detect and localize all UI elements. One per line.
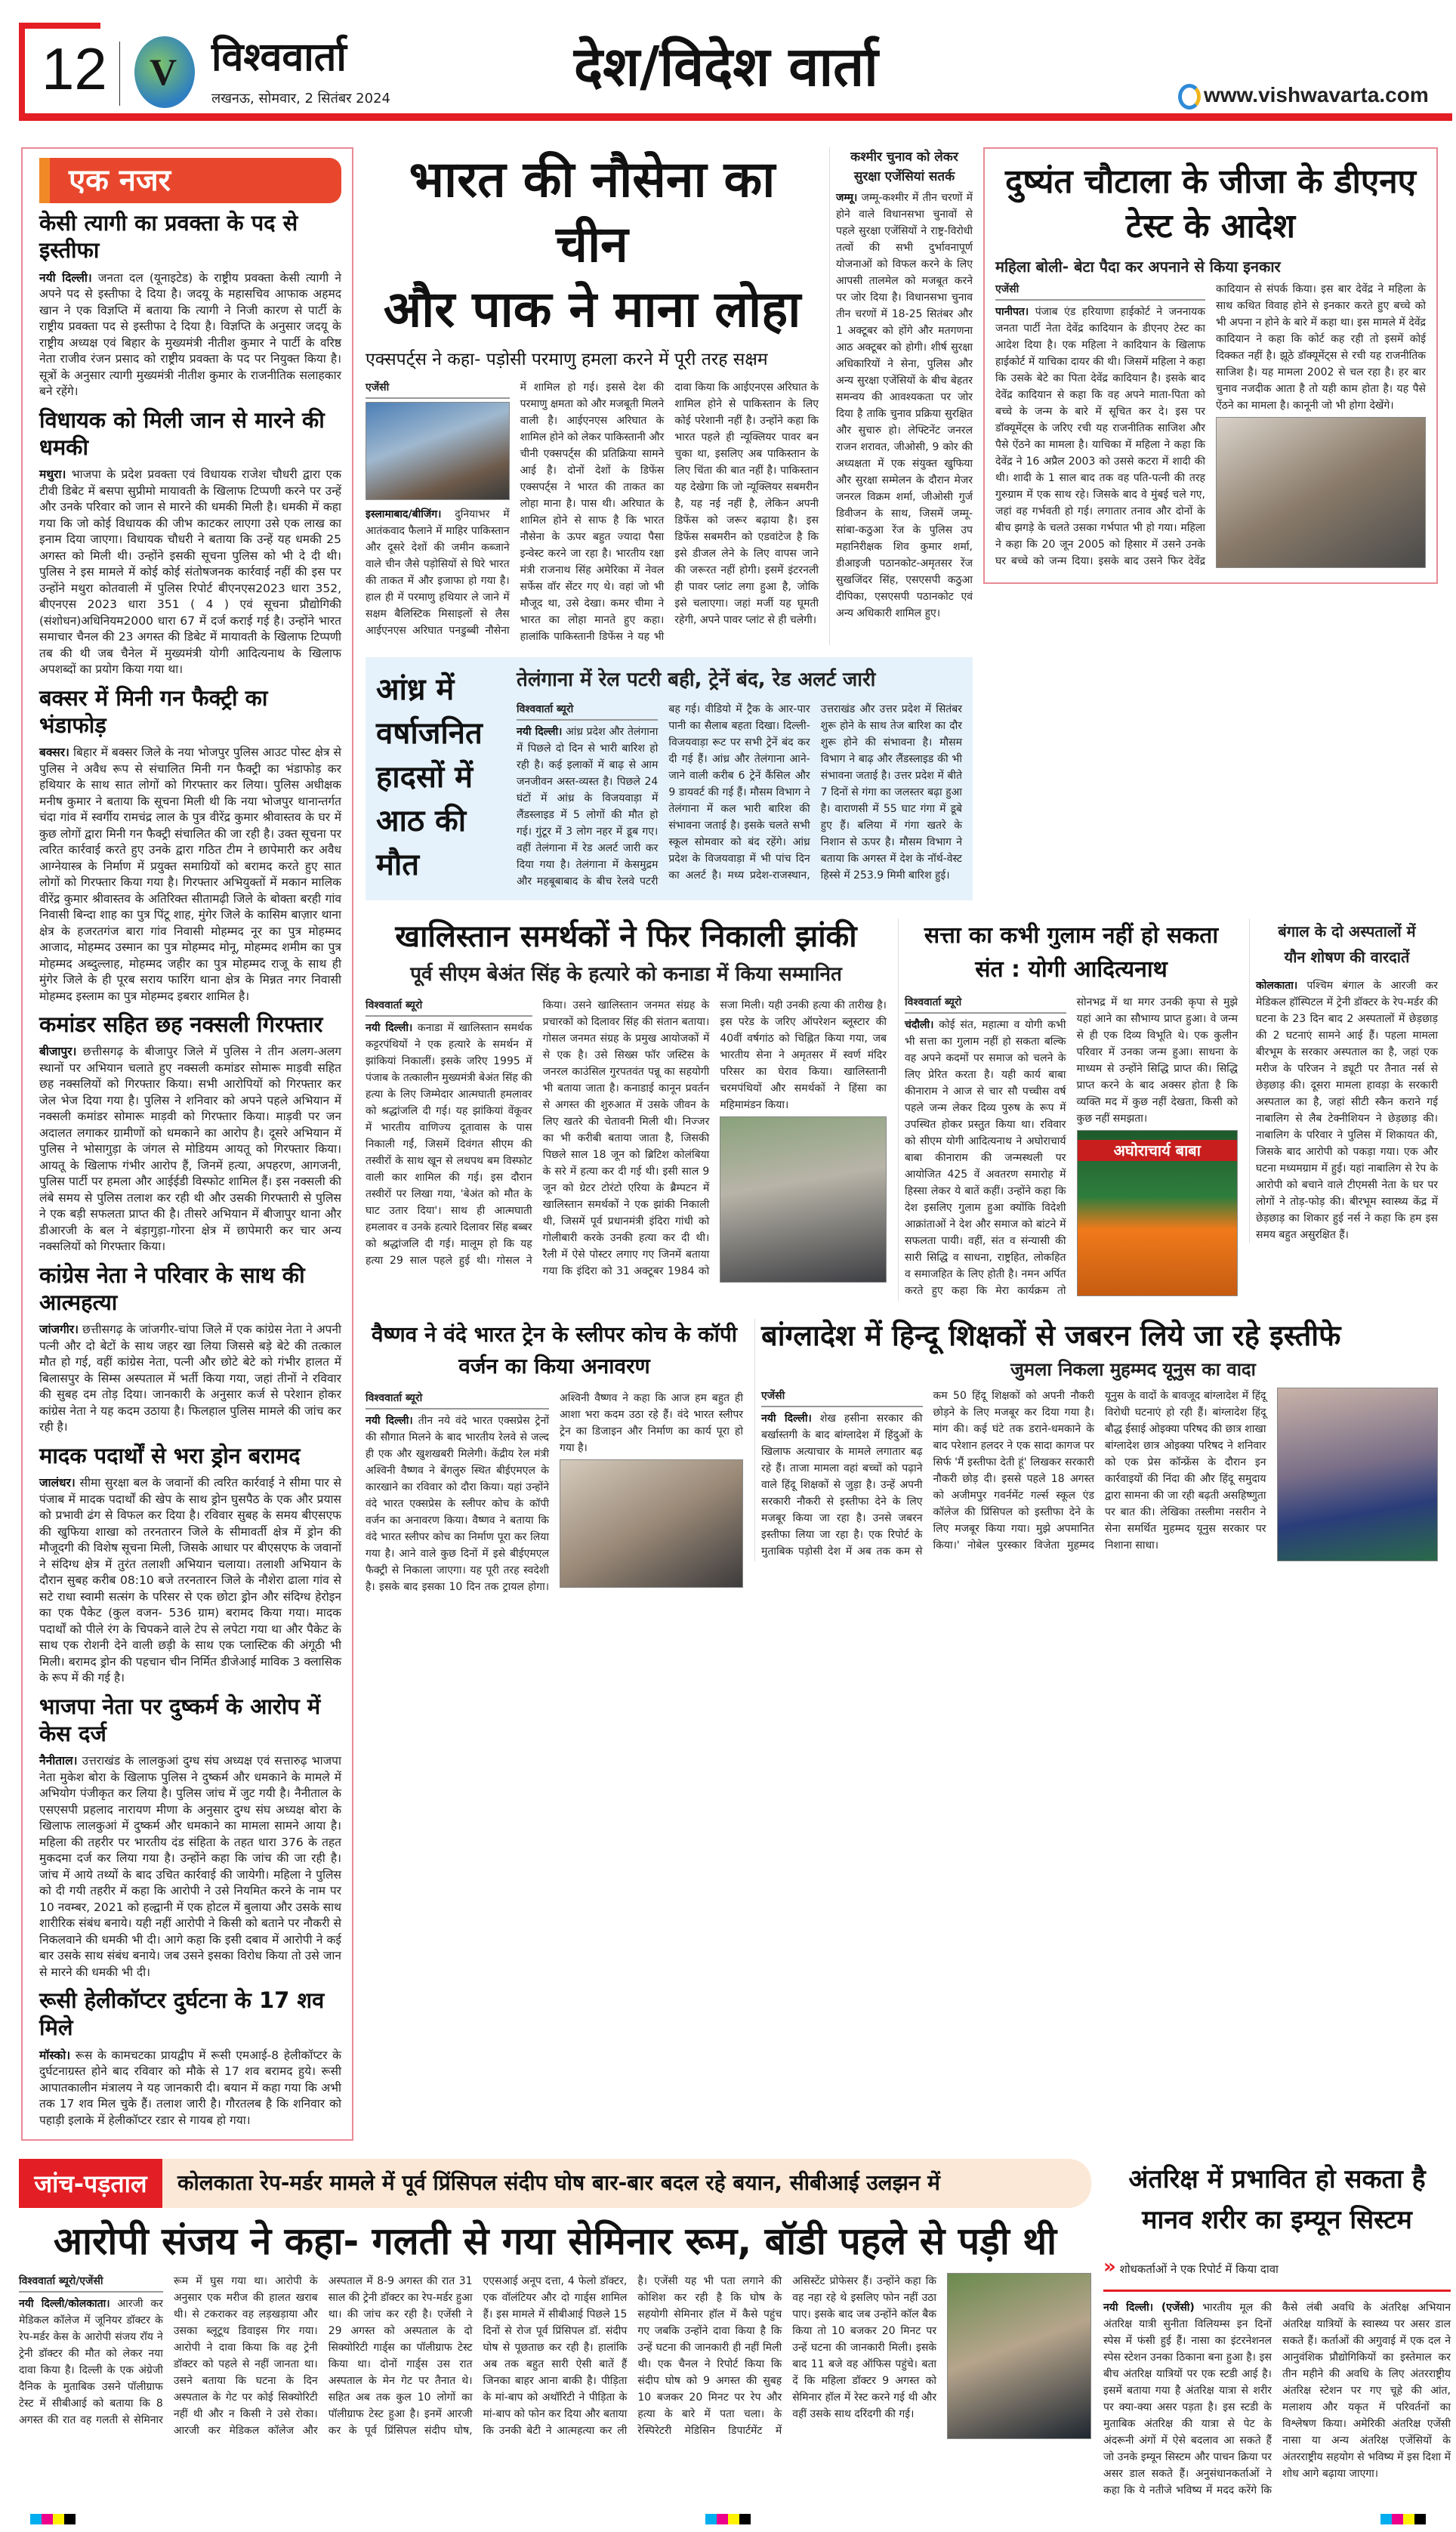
janch-padtal-tag: जांच-पड़ताल [19, 2159, 162, 2208]
main-area [0, 140, 1456, 2141]
middle-grid [366, 919, 1438, 1301]
top-grid [366, 147, 1438, 900]
brief-dateline: मथुरा। [39, 468, 66, 481]
space-text: भारतीय मूल की अंतरिक्ष यात्री सुनीता विलियम्स इन दिनों स्पेस में फंसी हुई हैं। नासा का इंटरनेशनल स्पेस स्टेशन उनका ठिकाना बना हुआ है। इस बीच अंतरिक्ष यात्रियों पर एक स्टडी आई है। इसमें बताया गया है अंतरिक्ष यात्रा से शरीर पर क्या-क्या असर पड़ता है। इस स्टडी के मुताबिक अंतरिक्ष की यात्रा से पेट के अंदरूनी अंगों में ऐसे बदलाव आ सकते हैं जो उनके इम्यून सिस्टम और पाचन क्रिया पर असर डाल सकते हैं। अनुसंधानकर्ताओं ने कहा कि ये नतीजे भविष्य में मदद करेंगे कि कैसे लंबी अवधि के अंतरिक्ष अभियान अंतरिक्ष यात्रियों के स्वास्थ्य पर असर डाल सकते हैं। कर्ताओं की अगुवाई में एक दल ने आनुवंशिक प्रौद्योगिकियों का इस्तेमाल कर तीन महीने की अवधि के लिए अंतरराष्ट्रीय अंतरिक्ष स्टेशन पर गए चूहे की आंत, मलाशय और यकृत में परिवर्तनों का विश्लेषण किया। अमेरिकी अंतरिक्ष एजेंसी नासा या अन्य अंतरिक्ष एजेंसियों के अंतरराष्ट्रीय सहयोग से भविष्य में इस दिशा में शोध आगे बढ़ाया जाएगा। [1103, 2302, 1451, 2497]
khalistan-headline: खालिस्तान समर्थकों ने फिर निकाली झांकी [395, 919, 857, 955]
yogi-byline: विश्ववार्ता ब्यूरो [905, 994, 1066, 1014]
kashmir-headline-line2: सुरक्षा एजेंसियां सतर्क [853, 169, 955, 184]
brief-dateline: नैनीताल। [39, 1754, 78, 1768]
janch-padtal-strap [19, 2159, 1091, 2208]
bengal-text: पश्चिम बंगाल के आरजी कर मेडिकल हॉस्पिटल में ट्रेनी डॉक्टर के रेप-मर्डर की घटना के 23 दिन बाद 2 अस्पतालों में छेड़छाड़ की 2 घटनाएं सामने आई हैं। पहला मामला बीरभूम के सरकार अस्पताल का है, जहां एक मरीज के परिजन ने ड्यूटी पर तैनात नर्स से छेड़छाड़ की। दूसरा मामला हावड़ा के सरकारी अस्पताल का है, जहां सीटी स्कैन कराने गई नाबालिग से लैब टेक्नीशियन ने छेड़छाड़ की। नाबालिग के परिवार ने पुलिस में शिकायत की, जिसके बाद आरोपी को पकड़ा गया। एक और घटना मध्यमग्राम में हुई। यहां नाबालिग से रेप के आरोपी को बचाने वाले टीएमसी नेता के घर पर लोगों ने तोड़-फोड़ की। बीरभूम स्वास्थ्य केंद्र में छेड़छाड़ का शिकार हुई नर्स ने कहा कि हम इस समय बहुत असुरक्षित हैं। [1256, 980, 1438, 1242]
andhra-dateline: नयी दिल्ली। [517, 726, 563, 739]
bangladesh-subheadline: जुमला निकला मुहम्मद यूनुस का वादा [1010, 1358, 1256, 1380]
bangladesh-text: शेख हसीना सरकार की बर्खास्तगी के बाद बांग्लादेश में हिंदुओं के खिलाफ अत्याचार के मामले लगातार बढ़ रहे हैं। ताजा मामला वहां बच्चों को पढ़ाने वाले हिंदू शिक्षकों से जुड़ा है। उन्हें अपनी सरकारी नौकरी से इस्तीफा देने के लिए मजबूर किया जा रहा है। उनसे जबरन इस्तीफा लिया जा रहा है। एक रिपोर्ट के मुताबिक पड़ोसी देश में अब तक कम से कम 50 हिंदू शिक्षकों को अपनी नौकरी छोड़ने के लिए मजबूर कर दिया गया है। मांग की। कई घंटे तक डराने-धमकाने के बाद परेशान हलदर ने एक सादा कागज पर सिर्फ 'मैं इस्तीफा देती हूं' लिखकर सरकारी नौकरी छोड़ दी। इससे पहले 18 अगस्त को अजीमपुर गवर्नमेंट गर्ल्स स्कूल एंड कॉलेज की प्रिंसिपल को इस्तीफा देने के लिए मजबूर किया गया। मुझे अपमानित किया।' नोबेल पुरस्कार विजेता मुहम्मद यूनुस के वादों के बावजूद बांग्लादेश में हिंदू विरोधी घटनाएं हो रही हैं। बांग्लादेश हिंदू बौद्ध ईसाई ओइक्या परिषद की छात्र शाखा बांग्लादेश छात्र ओइक्या परिषद ने शनिवार को एक प्रेस कॉन्फ्रेंस के दौरान इन कार्रवाइयों की निंदा की और हिंदू समुदाय द्वारा सामना की जा रही बढ़ती असहिष्णुता पर बात की। लेखिका तस्लीमा नसरीन ने सेना समर्थित मुहम्मद यूनुस सरकार पर निशाना साधा। [761, 1389, 1266, 1558]
brief-body [39, 1753, 341, 1981]
brief-text: सीमा सुरक्षा बल के जवानों की त्वरित कार्रवाई ने सीमा पार से पंजाब में मादक पदार्थों की खेप के साथ ड्रोन घुसपैठ के एक और प्रयास को प्रभावी ढंग से विफल कर दिया है। रविवार सुबह के समय बीएसएफ की खुफिया शाखा को तरनतारन जिले के सीमावर्ती क्षेत्र में ड्रोन की मौजूदगी की विशेष सूचना मिली, जिसके आधार पर बीएसएफ के जवानों ने संदिग्ध क्षेत्र में तुरंत तलाशी अभियान चलाया। तलाशी अभियान के दौरान सुबह करीब 08:10 बजे तरनतारन जिले के नौशेरा ढाला गांव से सटे राधा स्वामी सत्संग के परिसर से एक छोटा ड्रोन और संदिग्ध हेरोइन का एक पैकेट (कुल वजन- 536 ग्राम) बरामद किया गया। मादक पदार्थों को पीले रंग के चिपकने वाले टेप से लपेटा गया था और पैकेट के साथ एक रोशनी देने वाली छड़ी के साथ एक प्लास्टिक की अंगूठी भी मिली। बरामद ड्रोन की पहचान चीन निर्मित डीजेआई माविक 3 क्लासिक के रूप में की गई है। [39, 1476, 341, 1684]
dushyant-headline: दुष्यंत चौटाला के जीजा के डीएनए टेस्ट के आदेश [1004, 162, 1416, 246]
vaishnav-byline: विश्ववार्ता ब्यूरो [366, 1390, 549, 1410]
accused-photo [947, 2273, 1091, 2439]
space-headline: अंतरिक्ष में प्रभावित हो सकता है मानव शरीर का इम्यून सिस्टम [1128, 2164, 1426, 2236]
khalistan-byline: विश्ववार्ता ब्यूरो [366, 997, 532, 1017]
brief-dateline: बीजापुर। [39, 1045, 77, 1059]
lead-subheadline: एक्सपर्ट्स ने कहा- पड़ोसी परमाणु हमला करने में पूरी तरह सक्षम [366, 350, 768, 370]
brief-text: बिहार में बक्सर जिले के नया भोजपुर पुलिस आउट पोस्ट क्षेत्र से पुलिस ने अवैध रूप से संचालित मिनी गन फैक्ट्री का भंडाफोड़ कर हथियार के साथ सात लोगों को गिरफ्तार कर लिया। पुलिस अधीक्षक मनीष कुमार ने बताया कि सूचना मिली थी कि नया भोजपुर थानान्तर्गत चंदा गांव में स्वर्गीय रामचंद्र लाल के पुत्र वीरेंद्र कुमार श्रीवास्तव के घर में कुछ लोगों द्वारा मिनी गन फैक्ट्री संचालित की जा रही है। उक्त सूचना पर त्वरित कार्रवाई करते हुए उनके द्वारा गठित टीम ने छापेमारी कर अवैध आग्नेयास्त्र के निर्माण में प्रयुक्त समाग्रियों को बरामद करते हुए सात लोगों को गिरफ्तार किया गया है। गिरफ्तार अभियुक्तों में मकान मालिक वीरेंद्र कुमार श्रीवास्तव के अतिरिक्त सीतामढ़ी जिले के बोक्ता बरही गांव निवासी बिन्दा शाह का पुत्र पिंटू शाह, मुंगेर जिले के कासिम बाज़ार थाना क्षेत्र के हजरतगंज बारा गांव निवासी मोहम्मद नूर का पुत्र मोहम्मद आजाद, मोहम्मद उस्मान का पुत्र मोहम्मद मोनू, मोहम्मद शमीम का पुत्र मोहम्मद अब्दुल्लाह, मोहम्मद जहीर का पुत्र मोहम्मद राजू के साथ ही मुंगेर जिले के ही पूरब सराय फारिंग थाना क्षेत्र के मिन्नत नगर निवासी मोहम्मद इस्लाम का पुत्र मोहम्मद इबरार शामिल है। [39, 746, 341, 1003]
sanjay-byline: विश्ववार्ता ब्यूरो/एजेंसी [19, 2273, 163, 2293]
kashmir-article [829, 147, 973, 645]
divider [119, 42, 120, 106]
browser-icon [1178, 84, 1201, 110]
registration-marks-left [30, 2514, 76, 2524]
masthead [0, 0, 1456, 140]
khalistan-subheadline: पूर्व सीएम बेअंत सिंह के हत्यारे को कनाडा में किया सम्मानित [410, 963, 842, 987]
lead-dateline: इस्लामाबाद/बीजिंग। [366, 508, 442, 521]
dushyant-protest-photo [1216, 417, 1426, 568]
space-callout-text: शोधकर्ताओं ने एक रिपोर्ट में किया दावा [1119, 2262, 1279, 2276]
brief-dateline: नयी दिल्ली। [39, 270, 92, 285]
brief-headline: बक्सर में मिनी गन फैक्ट्री का भंडाफोड़ [39, 684, 268, 738]
janch-padtal-strapline: कोलकाता रेप-मर्डर मामले में पूर्व प्रिंसिपल संदीप घोष बार-बार बदल रहे बयान, सीबीआई उलझन में [177, 2170, 940, 2196]
brand-name: विश्ववार्ता [211, 35, 347, 80]
kashmir-headline [836, 147, 973, 187]
sanjay-body [19, 2273, 1091, 2439]
section-title: देश/विदेश वार्ता [574, 35, 878, 98]
brief-body [39, 1322, 341, 1436]
sanjay-headline: आरोपी संजय ने कहा- गलती से गया सेमिनार रूम, बॉडी पहले से पड़ी थी [53, 2219, 1057, 2263]
brief-body [39, 467, 341, 678]
andhra-side-headline: आंध्र में वर्षाजनित हादसों में आठ की मौत [376, 672, 483, 883]
website-link[interactable] [1178, 83, 1429, 110]
vaishnav-body [366, 1390, 743, 1595]
dateline: लखनऊ, सोमवार, 2 सितंबर 2024 [211, 91, 390, 107]
khalistan-article [366, 919, 887, 1283]
brief-headline: रूसी हेलीकॉप्टर दुर्घटना के 17 शव मिले [39, 1987, 325, 2041]
ek-nazar-label: एक नजर [39, 158, 341, 203]
bangladesh-article [754, 1319, 1438, 1561]
brief-text: छत्तीसगढ़ के जांजगीर-चांपा जिले में एक कांग्रेस नेता ने अपनी पत्नी और दो बेटों के साथ जहर खा लिया जिससे बड़े बेटे की तत्काल मौत हो गई, वहीं कांग्रेस नेता, पत्नी और छोटे बेटे को गंभीर हालत में बिलासपुर के सिम्स अस्पताल में भर्ती किया गया, जहां तीनों ने रविवार की सुबह दम तोड़ दिया। जानकारी के अनुसार कर्ज से परेशान होकर कांग्रेस नेता ने यह कदम उठाया है। फिलहाल पुलिस मामले की जांच कर रही है। [39, 1323, 341, 1434]
vaishnav-article [366, 1319, 743, 1595]
lead-headline-line2: और पाक ने माना लोहा [383, 279, 801, 338]
vaishnav-photo [560, 1459, 743, 1588]
brief-body [39, 1044, 341, 1255]
brief-headline: केसी त्यागी का प्रवक्ता के पद से इस्तीफा [39, 210, 298, 264]
brief-text: भाजपा के प्रदेश प्रवक्ता एवं विधायक राजेश चौधरी द्वारा एक टीवी डिबेट में बसपा सुप्रीमो मायावती के खिलाफ टिप्पणी करने पर उन्हें और उनके परिवार को जान से मारने की धमकी मिली है। धमकी में कहा गया कि जो कोई विधायक की जीभ काटकर लाएगा उसे एक लाख का इनाम दिया जाएगा। विधायक चौधरी ने बताया कि उन्हें यह धमकी 25 अगस्त को मिली थी। उन्होंने इसकी सूचना पुलिस को भी दे दी थी। पुलिस ने इस मामले में कोई कोई संतोषजनक कार्रवाई नहीं की इस पर उन्होंने मथुरा कोतवाली में पुलिस रिपोर्ट बीएनएस2023 धारा 352, बीएनएस 2023 धारा 351 ( 4 ) एवं सूचना प्रौद्योगिकी (संशोधन)अधिनियम2000 धारा 67 में दर्ज कराई गई है। उन्होंने भारत समाचार चैनल की 23 अगस्त की डिबेट में मायावती के खिलाफ टिप्पणी तब की थी जब चैनेल में मुख्यमंत्री योगी आदित्यनाथ के खिलाफ अपशब्दों का प्रयोग किया गया था। [39, 468, 341, 676]
andhra-body [517, 701, 962, 890]
brief-text: छत्तीसगढ़ के बीजापुर जिले में पुलिस ने तीन अलग-अलग स्थानों पर अभियान चलाते हुए नक्सली कमांडर सोमारू माड़वी सहित छह नक्सलियों को गिरफ्तार किया। सभी आरोपियों को गिरफ्तार कर जेल भेज दिया गया है। पुलिस ने शनिवार को अपने पहले अभियान में नक्सली कमांडर सोमारू माड़वी को गिरफ्तार किया। माड़वी पर जन अदालत लगाकर ग्रामीणों को धमकाने का आरोप है। दूसरे अभियान में पुलिस ने भोसागुड़ा के जंगल से मोडियम आयतू को गिरफ्तार किया। आयतू के खिलाफ गंभीर आरोप हैं, जिनमें हत्या, अपहरण, आगजनी, पुलिस पार्टी पर हमला और आईईडी विस्फोट शामिल हैं। इस नक्सली की लंबे समय से पुलिस तलाश कर रही थी और उसकी गिरफ्तारी से पुलिस ने एक बड़ी सफलता प्राप्त की है। तीसरे अभियान में बीजापुर थाना और डीआरजी के बल ने बंड़ागुड़ा-गोरना क्षेत्र में छापेमारी कर चार अन्य नक्सलियों को गिरफ्तार किया। [39, 1045, 341, 1254]
lead-text: दुनियाभर में आतंकवाद फैलाने में माहिर पाकिस्तान और दूसरे देशों की जमीन कब्जाने वाले चीन जैसे पड़ोसियों से घिरे भारत की ताकत में और इजाफा हो गया है। हाल ही में परमाणु हथियार ले जाने में सक्षम बैलिस्टिक मिसाइलों से लैस आईएनएस अरिघात पनडुब्बी नौसेना में शामिल हो गई। इससे देश की परमाणु क्षमता को और मजबूती मिलने वाली है। आईएनएस अरिघात के शामिल होने को लेकर पाकिस्तानी और चीनी एक्सपर्ट्स की प्रतिक्रिया सामने आई है। दोनों देशों के डिफेंस एक्सपर्ट्स ने भारत की ताकत का लोहा माना है। पास थी। अरिघात के शामिल होने से साफ है कि भारत नौसेना के ऊपर बहुत ज्यादा पैसा इन्वेस्ट करने जा रहा है। भारतीय रक्षा मंत्री राजनाथ सिंह अमेरिका में नेवल सर्फेस वॉर सेंटर गए थे। वहां जो भी मौजूद था, उसे देखा। कमर चीमा ने भारत का लोहा मानते हुए कहा। हालांकि पाकिस्तानी डिफेंस ने यह भी दावा किया कि आईएनएस अरिघात के शामिल होने से पाकिस्तान के लिए कोई परेशानी नहीं है। उन्होंने कहा कि भारत पहले ही न्यूक्लियर पावर बन चुका था, इसलिए अब पाकिस्तान के लिए चिंता की बात नहीं है। पाकिस्तान यह देखेगा कि जो न्यूक्लियर सबमरीन है, यह नई नहीं है, लेकिन अपनी डिफेंस को जरूर बढ़ाया है। इस डिफेंस सबमरीन को एडवांटेज है कि इसे डीजल लेने के लिए वापस जाने की जरूरत नहीं होगी। इसमें इंटरनली ही पावर प्लांट लगा हुआ है, जोकि इसे चलाएगा। जहां मर्जी यह घूमती रहेगी, अपने पावर प्लांट से ही चलेगी। [366, 381, 819, 644]
space-body [1103, 2299, 1451, 2499]
lead-photo-rajnath-singh [366, 402, 510, 500]
right-area [366, 147, 1438, 1595]
registration-marks [0, 2499, 1456, 2532]
page-number: 12 [42, 36, 107, 102]
space-callout [1103, 2247, 1451, 2292]
vaishnav-text: तीन नये वंदे भारत एक्सप्रेस ट्रेनों की सौगात मिलने के बाद भारतीय रेलवे से जल्द ही एक और खुशखबरी मिलेगी। केंद्रीय रेल मंत्री अश्विनी वैष्णव ने बेंगलुरु स्थित बीईएमएल के कारखाने का रविवार को दौरा किया। यहां उन्होंने वंदे भारत एक्सप्रेस के स्लीपर कोच के कॉपी वर्जन का अनावरण किया। वैष्णव ने बताया कि वंदे भारत स्लीपर कोच का निर्माण पूरा कर लिया गया है। आने वाले कुछ दिनों में इसे बीईएमएल फैक्ट्री से निकाला जाएगा। यह पूरी तरह स्वदेशी है। इसके बाद इसका 10 दिन तक ट्रायल होगा। अश्विनी वैष्णव ने कहा कि आज हम बहुत ही आशा भरा कदम उठा रहे हैं। वंदे भारत स्लीपर ट्रेन का डिजाइन और निर्माण का कार्य पूरा हो गया है। [366, 1392, 743, 1594]
ek-nazar-list [39, 209, 341, 2129]
lead-headline-line1: भारत की नौसेना का चीन [409, 150, 776, 273]
brief-headline: मादक पदार्थों से भरा ड्रोन बरामद [39, 1442, 301, 1468]
yogi-headline-line1: सत्ता का कभी गुलाम नहीं हो सकता [924, 922, 1219, 950]
brief-dateline: जांजगीर। [39, 1323, 79, 1337]
space-dateline: नयी दिल्ली। (एजेंसी) [1103, 2302, 1195, 2314]
space-article [1103, 2159, 1451, 2499]
yogi-headline-line2: संत : योगी आदित्यनाथ [975, 956, 1168, 983]
website-url: www.vishwavarta.com [1204, 83, 1429, 107]
yogi-photo [1077, 1130, 1239, 1296]
dushyant-byline: एजेंसी [995, 281, 1205, 301]
ek-nazar-box [21, 147, 353, 2141]
andhra-byline: विश्ववार्ता ब्यूरो [517, 701, 658, 721]
brief-headline: कांग्रेस नेता ने परिवार के साथ की आत्महत्या [39, 1261, 305, 1315]
brief-headline: भाजपा नेता पर दुष्कर्म के आरोप में केस दर्ज [39, 1693, 321, 1746]
bangladesh-body [761, 1388, 1438, 1561]
bangladesh-headline: बांग्लादेश में हिन्दू शिक्षकों से जबरन लिये जा रहे इस्तीफे [761, 1319, 1341, 1353]
dushyant-article [983, 147, 1438, 584]
sanjay-dateline: नयी दिल्ली/कोलकाता। [19, 2298, 110, 2310]
bengal-headline [1256, 919, 1438, 970]
lower-grid [366, 1319, 1438, 1595]
kashmir-text: जम्मू-कश्मीर में तीन चरणों में होने वाले विधानसभा चुनावों से पहले सुरक्षा एजेंसियों ने राष्ट्र-विरोधी तत्वों की सभी दुर्भावनापूर्ण योजनाओं को विफल करने के लिए आपसी तालमेल को मजबूत करने पर जोर दिया है। विधानसभा चुनाव तीन चरणों में 18-25 सितंबर और 1 अक्टूबर को होंगे और मतगणना आठ अक्टूबर को होगी। शीर्ष सुरक्षा अधिकारियों ने सेना, पुलिस और अन्य सुरक्षा एजेंसियों के बीच बेहतर समन्वय की आवश्यकता पर जोर दिया है ताकि चुनाव प्रक्रिया सुरक्षित और सुचारु हो। लेफ्टिनेंट जनरल राजन शरावत, जीओसी, 9 कोर की अध्यक्षता में एक संयुक्त खुफिया और सुरक्षा सम्मेलन के दौरान मेजर जनरल विक्रम शर्मा, जीओसी गुर्ज डिवीजन के साथ, जिसमें जम्मू-सांबा-कठुआ रेंज के पुलिस उप महानिरीक्षक शिव कुमार शर्मा, डीआइजी पठानकोट-अमृतसर रेंज सुखजिंदर सिंह, एसएसपी कठुआ दीपिका, एसएसपी पठानकोट एवं अन्य अधिकारी शामिल हुए। [836, 192, 973, 619]
bengal-dateline: कोलकाता। [1256, 980, 1298, 993]
brief-body [39, 745, 341, 1005]
khalistan-dateline: नयी दिल्ली। [366, 1021, 413, 1034]
khalistan-float-photo [720, 1116, 887, 1283]
khalistan-text: कनाडा में खालिस्तान समर्थक कट्टरपंथियों ने एक हत्यारे के समर्थन में झांकियां निकालीं। इसके जरिए 1995 में पंजाब के तत्कालीन मुख्यमंत्री बेअंत सिंह की हत्या के लिए जिम्मेदार आत्मघाती हमलावर को श्रद्धांजलि दी गई। यह झांकियां वेंकूवर में भारतीय वाणिज्य दूतावास के पास निकाली गईं, जिसमें दिवंगत सीएम की तस्वीरों के साथ खून से लथपथ बम विस्फोट वाली कार शामिल की गई। इस दौरान तस्वीरों पर लिखा गया, 'बेअंत को मौत के घाट उतार दिया'। साथ ही आत्मघाती हमलावर व उनके हत्यारे दिलावर सिंह बब्बर को श्रद्धांजलि दी गई। मालूम हो कि यह हत्या 29 साल पहले हुई थी। गोसल ने किया। उसने खालिस्तान जनमत संग्रह के प्रचारकों को दिलावर सिंह की संतान बताया। गोसल जनमत संग्रह के प्रमुख आयोजकों में से एक है। उसे सिख्स फॉर जस्टिस के जनरल काउंसिल गुरपतवंत पन्नू का सहयोगी भी बताया जाता है। कनाडाई कानून प्रवर्तन से अगस्त की शुरुआत में उसके जीवन के लिए खतरे की चेतावनी मिली थी। निज्जर का भी करीबी बताया जाता है, जिसकी पिछले साल 18 जून को ब्रिटिश कोलंबिया के सरे में हत्या कर दी गई थी। इसी साल 9 जून को ग्रेटर टोरंटो एरिया के ब्रैम्पटन में खालिस्तान समर्थकों ने एक झांकी निकाली थी, जिसमें पूर्व प्रधानमंत्री इंदिरा गांधी को गोलीबारी करके उनकी हत्या कर दी थी। रैली में ऐसे पोस्टर लगाए गए जिनमें बताया गया कि इंदिरा को 31 अक्टूबर 1984 को सजा मिली। यही उनकी हत्या की तारीख है। इस परेड के जरिए ऑपरेशन ब्लूस्टार की 40वीं वर्षगांठ को चिह्नित किया गया, जब भारतीय सेना ने अमृतसर में स्वर्ण मंदिर परिसर का घेराव किया। खालिस्तानी चरमपंथियों और समर्थकों ने हिंसा का महिमामंडन किया। [366, 999, 887, 1277]
bangladesh-teacher-photo [1277, 1388, 1439, 1561]
registration-marks-right [1380, 2514, 1426, 2524]
sanjay-text: आरजी कर मेडिकल कॉलेज में जूनियर डॉक्टर के रेप-मर्डर केस के आरोपी संजय रॉय ने ट्रेनी डॉक्टर की मौत को लेकर नया दावा किया है। दिल्ली के एक अंग्रेजी दैनिक के मुताबिक उसने पॉलीग्राफ टेस्ट में सीबीआई को बताया कि 8 अगस्त की रात वह गलती से सेमिनार रूम में घुस गया था। आरोपी के अनुसार एक मरीज की हालत खराब थी। से टकराकर वह लड़खड़ाया और उसका ब्लूटूथ डिवाइस गिर गया। आरोपी ने दावा किया कि वह ट्रेनी डॉक्टर को पहले से नहीं जानता था। उसने बताया कि घटना के दिन अस्पताल के गेट पर कोई सिक्योरिटी नहीं थी और न किसी ने उसे रोका। आरजी कर मेडिकल कॉलेज और अस्पताल में 8-9 अगस्त की रात 31 साल की ट्रेनी डॉक्टर का रेप-मर्डर हुआ था। की जांच कर रही है। एजेंसी ने 29 अगस्त को अस्पताल के दो सिक्योरिटी गार्ड्स का पॉलीग्राफ टेस्ट किया था। दोनों गार्ड्स उस रात अस्पताल के मेन गेट पर तैनात थे। सहित अब तक कुल 10 लोगों का पॉलीग्राफ टेस्ट हुआ है। इनमें आरजी कर के पूर्व प्रिंसिपल संदीप घोष, एएसआई अनूप दत्ता, 4 फेलो डॉक्टर, एक वॉलंटियर और दो गार्ड्स शामिल हैं। इस मामले में सीबीआई पिछले 15 दिनों से रोज पूर्व प्रिंसिपल डॉ. संदीप घोष से पूछताछ कर रही है। हालांकि अब तक बहुत सारी ऐसी बातें हैं जिनका बाहर आना बाकी है। पीड़िता के मां-बाप को अथॉरिटी ने पीड़िता के मां-बाप को फोन कर दिया और बताया कि उनकी बेटी ने आत्महत्या कर ली है। एजेंसी यह भी पता लगाने की कोशिश कर रही है कि घोष के सहयोगी सेमिनार हॉल में कैसे पहुंच गए जबकि उन्होंने दावा किया है कि उन्हें घटना की जानकारी ही नहीं मिली थी। एक चैनल ने रिपोर्ट किया कि संदीप घोष को 9 अगस्त की सुबह 10 बजकर 20 मिनट पर रेप और हत्या के बारे में पता चला। के रेस्पिरेटरी मेडिसिन डिपार्टमेंट में असिस्टेंट प्रोफेसर हैं। उन्होंने कहा कि वह नहा रहे थे इसलिए फोन नहीं उठा पाए। इसके बाद जब उन्होंने कॉल बैक किया तो 10 बजकर 20 मिनट पर उन्हें घटना की जानकारी मिली। इसके बाद 11 बजे वह ऑफिस पहुंचे। बता दें कि महिला डॉक्टर 9 अगस्त को सेमिनार हॉल में रेस्ट करने गई थी और वहीं उसके साथ दरिंदगी की गई। [19, 2275, 937, 2437]
kashmir-dateline: जम्मू। [836, 192, 858, 204]
bottom-area [0, 2141, 1456, 2499]
lead-byline: एजेंसी [366, 379, 510, 399]
bangladesh-dateline: नयी दिल्ली। [761, 1412, 812, 1425]
dushyant-dateline: पानीपत। [995, 305, 1029, 318]
brief-text: जनता दल (यूनाइटेड) के राष्ट्रीय प्रवक्ता केसी त्यागी ने अपने पद से इस्तीफा दे दिया है। जदयू के महासचिव आफाक अहमद खान ने एक विज्ञप्ति में बताया कि त्यागी ने निजी कारण से पार्टी के राष्ट्रीय प्रवक्ता पद से इस्तीफा दे दिया है। विज्ञप्ति के अनुसार जदयू के राष्ट्रीय अध्यक्ष एवं बिहार के मुख्यमंत्री नीतीश कुमार ने पार्टी के वरिष्ठ नेता राजीव रंजन प्रसाद को राष्ट्रीय प्रवक्ता के पद पर नियुक्त किया है। सूत्रों के अनुसार त्यागी मुख्यमंत्री नीतीश कुमार के राजनीतिक सलाहकार बने रहेंगे। [39, 270, 341, 398]
sanjay-article [19, 2159, 1091, 2439]
dushyant-subheadline: महिला बोली- बेटा पैदा कर अपनाने से किया इनकार [995, 257, 1281, 276]
khalistan-body [366, 997, 887, 1283]
vaishnav-headline: वैष्णव ने वंदे भारत ट्रेन के स्लीपर कोच के कॉपी वर्जन का किया अनावरण [371, 1322, 738, 1379]
yogi-article [898, 919, 1238, 1301]
brief-body [39, 2048, 341, 2129]
brief-body [39, 1475, 341, 1687]
brief-body [39, 270, 341, 400]
quote-mark-icon: » [1103, 2255, 1116, 2278]
lead-headline [366, 147, 819, 341]
kashmir-headline-line1: कश्मीर चुनाव को लेकर [850, 150, 958, 165]
brief-dateline: मॉस्को। [39, 2048, 71, 2062]
brief-headline: कमांडर सहित छह नक्सली गिरफ्तार [39, 1011, 323, 1037]
andhra-article [366, 657, 973, 900]
vaishnav-dateline: नयी दिल्ली। [366, 1415, 413, 1428]
brief-text: उत्तराखंड के लालकुआं दुग्ध संघ अध्यक्ष एवं सत्तारुढ़ भाजपा नेता मुकेश बोरा के खिलाफ पुलिस ने दुष्कर्म और धमकाने के मामले में अभियोग पंजीकृत कर लिया है। पुलिस जांच में जुट गयी है। नैनीताल के एसएसपी प्रहलाद नारायण मीणा के अनुसार दुग्ध संघ अध्यक्ष बोरा के खिलाफ लालकुआं में दुष्कर्म और धमकाने का मामला सामने आया है। महिला की तहरीर पर भारतीय दंड संहिता के तहत धारा 376 के तहत मुकदमा दर्ज कर लिया गया है। उन्होंने कहा कि जांच की जा रही है। जांच में आये तथ्यों के बाद उचित कार्रवाई की जायेगी। महिला ने पुलिस को दी गयी तहरीर में कहा कि आरोपी ने उसे नियमित करने के नाम पर 10 नवम्बर, 2021 को हल्द्वानी में एक होटल में बुलाया और उसके साथ शारीरिक संबंध बनाये। यही नहीं आरोपी ने किसी को बताने पर नौकरी से निकलवाने की धमकी भी दी। आगे कहा कि इसी दबाव में आरोपी ने कई बार उसके साथ संबंध बनाये। जब उसने इसका विरोध किया तो उसे जान से मारने की धमकी भी दी। [39, 1754, 341, 1979]
dushyant-text: पंजाब एंड हरियाणा हाईकोर्ट ने जननायक जनता पार्टी नेता देवेंद्र कादियान के डीएनए टेस्ट का आदेश दिया है। एक महिला ने कादियान के खिलाफ हाईकोर्ट में याचिका दायर की थी। जिसमें महिला ने कहा कि उसके बेटे का पिता देवेंद्र कादियान है। इसके बाद देवेंद्र कादियान से कहा कि वह अपने माता-पिता को बच्चे के जन्म के बारे में सूचित कर दे। इस पर डॉक्यूमेंट्स के जरिए रची यह राजनीतिक साजिश और पैसे ऐंठने का मामला है। याचिका में महिला ने कहा कि देवेंद्र ने 16 अप्रैल 2003 को उससे कटरा में शादी की थी। शादी के 1 साल बाद तक वह पति-पत्नी की तरह गुरुग्राम में एक साथ रहे। जिसके बाद वे मुंबई चले गए, जहां वह गर्भवती हो गई। लगातार तनाव और दोनों के बीच झगड़े के चलते उसका गर्भपात भी हो गया। महिला ने कहा कि 20 जून 2005 को हिसार में उसने उनके घर बच्चे को जन्म दिया। इसके बाद उसने फिर देवेंद्र कादियान से संपर्क किया। इस बार देवेंद्र ने महिला के साथ कथित विवाह होने से इनकार करते हुए बच्चे को भी अपना न होने के बारे में कहा था। इस मामले में देवेंद्र कादियान ने कहा कि कोर्ट कह रही तो इसमें कोई दिक्कत नहीं है। झूठे डॉक्यूमेंट्स से रची यह राजनीतिक साजिश है। यह मामला 2002 से चल रहा है। हर बार चुनाव नजदीक आता है तो यही काम होता है। यह पैसे ऐंठने का मामला है। कानूनी जो भी होगा देखेंगे। [995, 283, 1426, 567]
andhra-text: आंध्र प्रदेश और तेलंगाना में पिछले दो दिन से भारी बारिश हो रही है। कई इलाकों में बाढ़ से आम जनजीवन अस्त-व्यस्त है। पिछले 24 घंटों में आंध्र के विजयवाड़ा में लैंडस्लाइड में 5 लोगों की मौत हो गई। गुंटूर में 3 लोग नहर में डूब गए। वहीं तेलंगाना में रेड अलर्ट जारी कर दिया गया है। तेलंगाना में केसमुद्रम और महबूबाबाद के बीच रेलवे पटरी बह गई। वीडियो में ट्रैक के आर-पार पानी का सैलाब बहता दिखा। दिल्ली-विजयवाड़ा रूट पर सभी ट्रेनें बंद कर दी गई हैं। आंध्र और तेलंगाना आने-जाने वाली करीब 6 ट्रेनें कैंसिल और 9 डायवर्ट की गई हैं। मौसम विभाग ने तेलंगाना में कल भारी बारिश की संभावना जताई है। इसके चलते सभी स्कूल सोमवार को बंद रहेंगे। आंध्र प्रदेश के विजयवाड़ा में भी पांच दिन का अलर्ट है। मध्य प्रदेश-राजस्थान, उत्तराखंड और उत्तर प्रदेश में सितंबर शुरू होने के साथ तेज बारिश का दौर शुरू होने की संभावना है। मौसम विभाग ने बाढ़ और लैंडस्लाइड की भी संभावना जताई है। उत्तर प्रदेश में बीते 7 दिनों से गंगा का जलस्तर बढ़ा हुआ है। वाराणसी में 55 घाट गंगा में डूबे हुए हैं। बलिया में गंगा खतरे के निशान से ऊपर है। मौसम विभाग ने बताया कि अगस्त में देश के नॉर्थ-वेस्ट हिस्से में 253.9 मिमी बारिश हुई। [517, 703, 962, 888]
brief-text: रूस के कामचटका प्रायद्वीप में रूसी एमआई-8 हेलीकॉप्टर के दुर्घटनाग्रस्त होने बाद रविवार को मौके से 17 शव बरामद हुये। रूसी आपातकालीन मंत्रालय ने यह जानकारी दी। बयान में कहा गया कि अभी तक 17 शव मिल चुके हैं। तलाश जारी है। गौरतलब है कि शनिवार को पहाड़ी इलाके में हेलीकॉप्टर रडार से गायब हो गया। [39, 2048, 341, 2127]
dushyant-body [995, 281, 1426, 572]
vishwavarta-logo: V [134, 36, 195, 108]
yogi-text: कोई संत, महात्मा व योगी कभी भी सत्ता का गुलाम नहीं हो सकता बल्कि वह अपने कदमों पर समाज को चलने के लिए प्रेरित करता है। यही कार्य बाबा कीनाराम ने आज से चार सौ पच्चीस वर्ष पहले जन्म लेकर दिव्य पुरुष के रूप में उपस्थित होकर प्रस्तुत किया था। रविवार को सीएम योगी आदित्यनाथ ने अघोराचार्य बाबा कीनाराम की जन्मस्थली पर आयोजित 425 वें अवतरण समारोह में हिस्सा लेकर ये बातें कहीं। उन्होंने कहा कि देश इसलिए गुलाम हुआ क्योंकि विदेशी आक्रांताओं ने देश और समाज को बांटने में सफलता पायी। वहीं, संत व संन्यासी की सारी सिद्धि व साधना, राष्ट्रहित, लोकहित व समाजहित के लिए होती है। नमन अर्पित करते हुए कहा कि मेरा कार्यक्रम तो सोनभद्र में था मगर उनकी कृपा से मुझे यहां आने का सौभाग्य प्राप्त हुआ। वे जन्म से ही एक दिव्य विभूति थे। एक कुलीन परिवार में उनका जन्म हुआ। साधना के माध्यम से उन्होंने सिद्धि प्राप्त की। सिद्धि प्राप्त करने के बाद अक्सर होता है कि व्यक्ति मद में कुछ नहीं देखता, किसी को कुछ नहीं समझता। [905, 996, 1238, 1298]
yogi-body [905, 994, 1238, 1301]
yogi-photo-banner: अघोराचार्य बाबा [1078, 1140, 1238, 1161]
brief-dateline: जालंधर। [39, 1476, 76, 1490]
andhra-headline: तेलंगाना में रेल पटरी बही, ट्रेनें बंद, रेड अलर्ट जारी [517, 669, 876, 692]
bengal-headline-line2: यौन शोषण की वारदातें [1284, 948, 1410, 967]
yogi-headline [905, 919, 1238, 987]
brief-dateline: बक्सर। [39, 746, 69, 759]
bangladesh-byline: एजेंसी [761, 1388, 923, 1407]
bengal-article [1249, 919, 1438, 1243]
lead-article [366, 147, 819, 645]
bengal-headline-line1: बंगाल के दो अस्पतालों में [1278, 922, 1416, 941]
registration-marks-center [705, 2514, 751, 2524]
brief-headline: विधायक को मिली जान से मारने की धमकी [39, 406, 325, 460]
yogi-dateline: चंदौली। [905, 1019, 934, 1032]
lead-body [366, 379, 819, 645]
